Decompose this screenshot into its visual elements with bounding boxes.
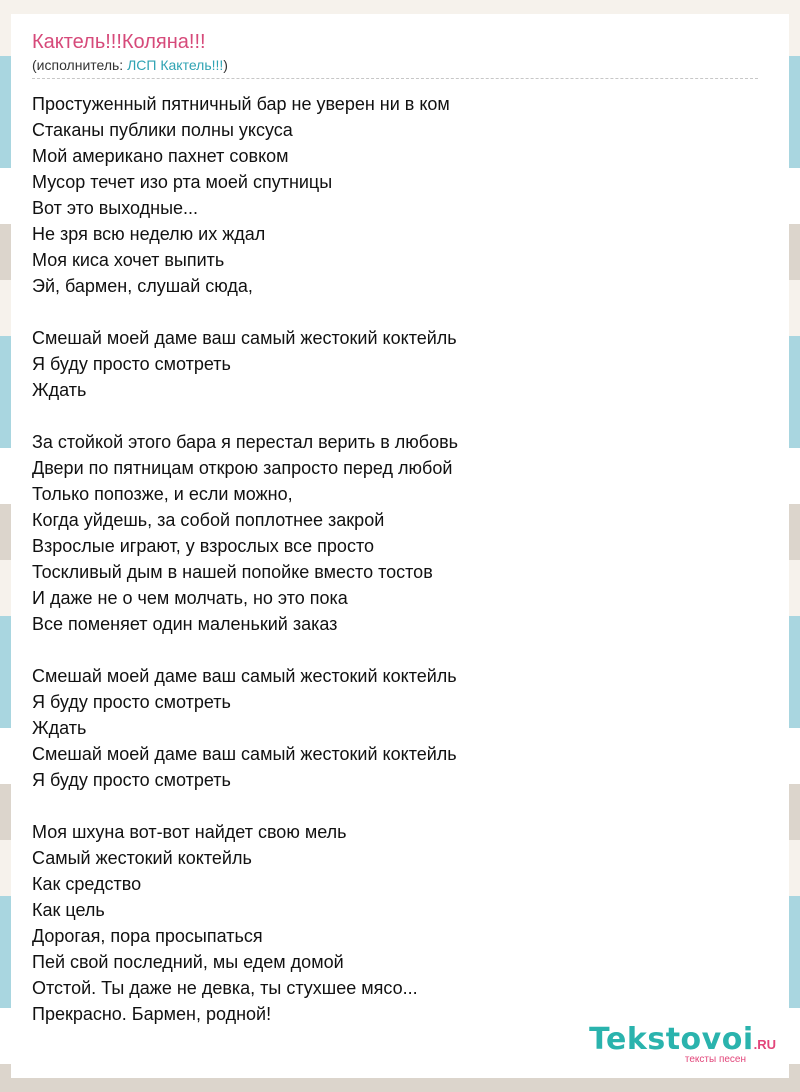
site-logo[interactable]	[589, 1024, 776, 1066]
artist-link[interactable]: ЛСП Кактель!!!	[127, 57, 224, 73]
logo-tld: .RU	[753, 1037, 776, 1052]
song-header	[32, 30, 758, 74]
lyrics-line: Мой американо пахнет совком	[32, 146, 289, 166]
lyrics-line: Смешай моей даме ваш самый жестокий коктейль	[32, 744, 457, 764]
lyrics-line: Самый жестокий коктейль	[32, 848, 252, 868]
lyrics-body	[32, 91, 752, 1027]
song-title: Кактель!!!Коляна!!!	[32, 31, 206, 53]
lyrics-line: Ждать	[32, 380, 87, 400]
lyrics-line: Пей свой последний, мы едем домой	[32, 952, 344, 972]
lyrics-line: Я буду просто смотреть	[32, 770, 231, 790]
artist-line	[32, 56, 758, 74]
lyrics-line: Смешай моей даме ваш самый жестокий коктейль	[32, 328, 457, 348]
lyrics-line: Двери по пятницам открою запросто перед любой	[32, 458, 453, 478]
lyrics-line: Стаканы публики полны уксуса	[32, 120, 293, 140]
lyrics-line: Мусор течет изо рта моей спутницы	[32, 172, 333, 192]
lyrics-line: За стойкой этого бара я перестал верить в любовь	[32, 432, 459, 452]
header-divider	[32, 78, 758, 79]
logo-word: Tekstovoi	[589, 1022, 754, 1057]
lyrics-line: Как цель	[32, 900, 105, 920]
lyrics-line: Все поменяет один маленький заказ	[32, 614, 338, 634]
lyrics-line: Когда уйдешь, за собой поплотнее закрой	[32, 510, 385, 530]
lyrics-line: Как средство	[32, 874, 142, 894]
lyrics-line: Только попозже, и если можно,	[32, 484, 293, 504]
lyrics-line: Эй, бармен, слушай сюда,	[32, 276, 253, 296]
lyrics-line: Я буду просто смотреть	[32, 692, 231, 712]
lyrics-stanza	[32, 91, 752, 299]
lyrics-line: Моя киса хочет выпить	[32, 250, 225, 270]
logo-tagline: тексты песен	[684, 1054, 746, 1065]
lyrics-stanza	[32, 325, 752, 403]
lyrics-line: Дорогая, пора просыпаться	[32, 926, 263, 946]
lyrics-stanza	[32, 819, 752, 1027]
lyrics-line: Простуженный пятничный бар не уверен ни в ком	[32, 94, 450, 114]
lyrics-stanza	[32, 663, 752, 793]
lyrics-line: Вот это выходные...	[32, 198, 199, 218]
artist-prefix: (исполнитель:	[32, 57, 128, 73]
lyrics-line: Отстой. Ты даже не девка, ты стухшее мясо...	[32, 978, 418, 998]
lyrics-line: Взрослые играют, у взрослых все просто	[32, 536, 374, 556]
lyrics-line: Моя шхуна вот-вот найдет свою мель	[32, 822, 347, 842]
artist-suffix: )	[223, 57, 228, 73]
lyrics-line: Тоскливый дым в нашей попойке вместо тостов	[32, 562, 433, 582]
lyrics-line: Я буду просто смотреть	[32, 354, 231, 374]
lyrics-line: Прекрасно. Бармен, родной!	[32, 1004, 272, 1024]
lyrics-stanza	[32, 429, 752, 637]
lyrics-line: Ждать	[32, 718, 87, 738]
lyrics-line: Не зря всю неделю их ждал	[32, 224, 266, 244]
lyrics-line: И даже не о чем молчать, но это пока	[32, 588, 348, 608]
lyrics-line: Смешай моей даме ваш самый жестокий коктейль	[32, 666, 457, 686]
